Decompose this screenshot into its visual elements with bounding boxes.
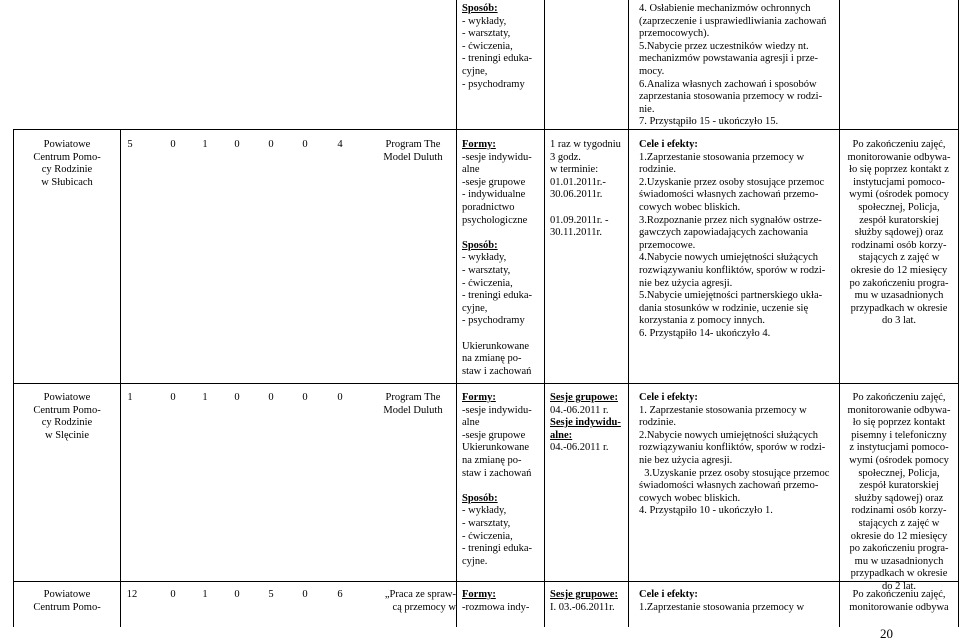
row1-forms	[462, 139, 532, 378]
monitoring-line: monitorowanie odbywa-	[847, 151, 951, 163]
institution-line: Centrum Pomo-	[33, 404, 101, 416]
goal-line: 1. Zaprzestanie stosowania przemocy w	[639, 404, 807, 416]
row3-schedule	[550, 589, 618, 614]
row1-monitoring	[840, 139, 958, 328]
forms-heading: Formy:	[462, 139, 496, 150]
schedule-line: 01.01.2011r.-	[550, 176, 606, 188]
schedule-line: 01.09.2011r. -	[550, 214, 609, 226]
goal-line: 6. Przystąpiło 14- ukończyło 4.	[639, 327, 771, 339]
schedule-line: 30.06.2011r.	[550, 189, 603, 201]
method-line: - ćwiczenia,	[462, 277, 513, 289]
institution-line: cy Rodzinie	[41, 417, 93, 429]
count-value: 1	[202, 392, 208, 403]
method-line: cyjne,	[462, 302, 488, 314]
method-heading: Sposób:	[462, 239, 498, 251]
monitoring-line: mu w uzasadnionych	[854, 290, 944, 302]
goal-line: świadomości własnych zachowań przemo-	[639, 189, 819, 201]
row-divider	[13, 581, 959, 582]
row3-monitoring	[840, 589, 958, 614]
goal-line: rozwiązywaniu konfliktów, sporów w rodzi-	[639, 442, 826, 454]
method-line: - treningi eduka-	[462, 543, 532, 555]
goal-line: mocy.	[639, 65, 665, 77]
column-divider	[544, 0, 545, 627]
schedule-heading: Sesje indywidu-	[550, 417, 621, 429]
row0-method	[462, 3, 532, 91]
goal-line: 4.Nabycie nowych umiejętności służących	[639, 252, 819, 264]
method-line: - ćwiczenia,	[462, 40, 513, 52]
goals-heading: Cele i efekty:	[639, 392, 698, 403]
institution-line: Powiatowe	[43, 139, 91, 150]
row2-program	[370, 392, 456, 417]
row3-goals	[639, 589, 804, 614]
count-value: 0	[170, 392, 176, 403]
monitoring-line: do 2 lat.	[881, 580, 917, 592]
forms-heading: Formy:	[462, 589, 496, 600]
schedule-line: 04.-06.2011 r.	[550, 404, 609, 416]
count-value: 5	[127, 139, 133, 150]
goal-line: cowych wobec bliskich.	[639, 492, 741, 504]
goal-line: nie bez użycia agresji.	[639, 454, 733, 466]
row-divider	[13, 129, 959, 130]
program-line: „Praca ze spraw-	[384, 589, 456, 600]
monitoring-line: po zakończeniu progra-	[849, 277, 949, 289]
method-line: - wykłady,	[462, 505, 507, 517]
goal-line: rodzinie.	[639, 164, 677, 176]
monitoring-line: ło się poprzez kontakt	[852, 417, 946, 429]
row2-goals	[639, 392, 829, 518]
goal-line: 4. Przystąpiło 10 - ukończyło 1.	[639, 505, 773, 517]
schedule-heading: Sesje grupowe:	[550, 589, 618, 600]
goal-line: przemocowe.	[639, 239, 696, 251]
count-value: 0	[170, 589, 176, 600]
institution-line: Centrum Pomo-	[33, 601, 101, 613]
goal-line: 7. Przystąpiło 15 - ukończyło 15.	[639, 116, 779, 128]
count-value: 0	[170, 139, 176, 150]
method-line: cyjne,	[462, 65, 488, 77]
schedule-heading: Sesje grupowe:	[550, 392, 618, 403]
monitoring-line: monitorowanie odbywa-	[847, 404, 951, 416]
forms-line: poradnictwo	[462, 201, 515, 213]
monitoring-line: rodzinami osób korzy-	[851, 239, 947, 251]
method-line: - wykłady,	[462, 15, 507, 27]
program-line: Model Duluth	[383, 151, 443, 163]
schedule-line: I. 03.-06.2011r.	[550, 601, 615, 613]
method-line: - ćwiczenia,	[462, 530, 513, 542]
program-line: Model Duluth	[383, 404, 443, 416]
monitoring-line: do 3 lat.	[881, 315, 917, 327]
monitoring-line: pisemny i telefoniczny	[851, 429, 947, 441]
forms-line: - indywidualne	[462, 189, 526, 201]
schedule-line: 3 godz.	[550, 151, 581, 163]
forms-line: -rozmowa indy-	[462, 601, 530, 613]
forms-line: na zmianę po-	[462, 454, 522, 466]
goals-heading: Cele i efekty:	[639, 139, 698, 150]
forms-line: psychologiczne	[462, 214, 528, 226]
method-line: - psychodramy	[462, 78, 525, 90]
method-heading: Sposób:	[462, 3, 498, 14]
monitoring-line: okresie do 12 miesięcy	[850, 264, 948, 276]
extra-line: na zmianę po-	[462, 353, 522, 365]
monitoring-line: okresie do 12 miesięcy	[850, 530, 948, 542]
page-number: 20	[880, 626, 893, 641]
monitoring-line: mu w uzasadnionych	[854, 555, 944, 567]
goal-line: korzystania z pomocy innych.	[639, 315, 765, 327]
forms-line: Ukierunkowane	[462, 442, 530, 454]
goal-line: 5.Nabycie umiejętności partnerskiego ukła-	[639, 290, 823, 302]
forms-heading: Formy:	[462, 392, 496, 403]
program-line: Program The	[385, 139, 441, 150]
institution-line: Centrum Pomo-	[33, 151, 101, 163]
goal-line: 1.Zaprzestanie stosowania przemocy w	[639, 601, 805, 613]
row1-schedule	[550, 139, 621, 240]
schedule-line: 30.11.2011r.	[550, 227, 603, 239]
monitoring-line: stających z zajęć w	[858, 517, 940, 529]
method-line: - psychodramy	[462, 315, 525, 327]
forms-line: -sesje grupowe	[462, 429, 526, 441]
row3-institution	[14, 589, 120, 614]
row0-goals	[639, 3, 826, 129]
row-divider	[13, 383, 959, 384]
extra-line: staw i zachowań	[462, 365, 532, 377]
count-value: 0	[337, 392, 343, 403]
forms-line: -sesje grupowe	[462, 176, 526, 188]
count-value: 6	[337, 589, 343, 600]
goal-line: mechanizmów powstawania agresji i prze-	[639, 53, 819, 65]
row2-institution	[14, 392, 120, 442]
count-value: 0	[234, 392, 240, 403]
program-line: cą przemocy w	[392, 601, 456, 613]
goal-line: (zaprzeczenie i usprawiedliwiania zachowań	[639, 15, 827, 27]
monitoring-line: stających z zajęć w	[858, 252, 940, 264]
goal-line: 3.Uzyskanie przez osoby stosujące przemoc	[639, 467, 830, 479]
method-line: - treningi eduka-	[462, 290, 532, 302]
count-value: 0	[302, 589, 308, 600]
count-value: 1	[127, 392, 133, 403]
monitoring-line: z instytucjami pomoco-	[849, 442, 949, 454]
goal-line: rodzinie.	[639, 417, 677, 429]
monitoring-line: po zakończeniu progra-	[849, 543, 949, 555]
count-value: 0	[268, 139, 274, 150]
monitoring-line: rodzinami osób korzy-	[851, 505, 947, 517]
method-line: - warsztaty,	[462, 264, 511, 276]
count-value: 0	[302, 392, 308, 403]
count-value: 1	[202, 139, 208, 150]
count-value: 0	[268, 392, 274, 403]
row2-forms	[462, 392, 532, 568]
monitoring-line: wymi (ośrodek pomocy	[849, 189, 949, 201]
monitoring-line: Po zakończeniu zajęć,	[852, 589, 946, 600]
monitoring-line: przypadkach w okresie	[850, 302, 948, 314]
row1-program	[370, 139, 456, 164]
method-line: - treningi eduka-	[462, 53, 532, 65]
institution-line: w Słubicach	[41, 176, 93, 188]
row3-forms	[462, 589, 529, 614]
monitoring-line: służby sądowej) oraz	[854, 492, 944, 504]
monitoring-line: Po zakończeniu zajęć,	[852, 392, 946, 403]
goal-line: cowych wobec bliskich.	[639, 201, 741, 213]
column-divider	[628, 0, 629, 627]
goal-line: rozwiązywaniu konfliktów, sporów w rodzi-	[639, 264, 826, 276]
count-value: 0	[302, 139, 308, 150]
monitoring-line: monitorowanie odbywa	[849, 601, 949, 613]
forms-line: staw i zachowań	[462, 467, 532, 479]
count-value: 1	[202, 589, 208, 600]
monitoring-line: wymi (ośrodek pomocy	[849, 454, 949, 466]
monitoring-line: społecznej, Policja,	[858, 467, 940, 479]
column-divider	[120, 129, 121, 627]
goal-line: 2.Nabycie nowych umiejętności służących	[639, 429, 819, 441]
goal-line: 6.Analiza własnych zachowań i sposobów	[639, 78, 817, 90]
monitoring-line: zespół kuratorskiej	[859, 214, 939, 226]
monitoring-line: instytucjami pomoco-	[853, 176, 945, 188]
count-value: 0	[234, 589, 240, 600]
method-line: - warsztaty,	[462, 517, 511, 529]
row2-monitoring	[840, 392, 958, 594]
monitoring-line: zespół kuratorskiej	[859, 480, 939, 492]
row3-program	[372, 589, 456, 614]
method-line: - warsztaty,	[462, 28, 511, 40]
schedule-line: 04.-06.2011 r.	[550, 442, 609, 454]
goal-line: nie bez użycia agresji.	[639, 277, 733, 289]
goal-line: gawczych zapowiadających zachowania	[639, 227, 809, 239]
schedule-line: w terminie:	[550, 164, 599, 176]
row1-goals	[639, 139, 825, 341]
schedule-heading: alne:	[550, 429, 573, 441]
monitoring-line: przypadkach w okresie	[850, 568, 948, 580]
count-value: 5	[268, 589, 274, 600]
monitoring-line: Po zakończeniu zajęć,	[852, 139, 946, 150]
forms-line: -sesje indywidu-	[462, 151, 532, 163]
goals-heading: Cele i efekty:	[639, 589, 698, 600]
row2-schedule	[550, 392, 621, 455]
goal-line: nie.	[639, 103, 655, 115]
goal-line: świadomości własnych zachowań przemo-	[639, 480, 819, 492]
table-border-right	[958, 0, 959, 627]
row1-institution	[14, 139, 120, 189]
forms-line: alne	[462, 164, 480, 176]
monitoring-line: służby sądowej) oraz	[854, 227, 944, 239]
forms-line: -sesje indywidu-	[462, 404, 532, 416]
count-value: 12	[126, 589, 138, 600]
goal-line: 4. Osłabienie mechanizmów ochronnych	[639, 3, 811, 14]
forms-line: alne	[462, 417, 480, 429]
goal-line: 2.Uzyskanie przez osoby stosujące przemoc	[639, 176, 825, 188]
count-value: 0	[234, 139, 240, 150]
count-value: 4	[337, 139, 343, 150]
monitoring-line: społecznej, Policja,	[858, 201, 940, 213]
goal-line: przemocowych).	[639, 28, 710, 40]
goal-line: dania stosunków w rodzinie, uczenie się	[639, 302, 809, 314]
monitoring-line: ło się poprzez kontakt z	[849, 164, 949, 176]
institution-line: w Slęcinie	[44, 429, 90, 441]
extra-line: Ukierunkowane	[462, 340, 530, 352]
institution-line: cy Rodzinie	[41, 164, 93, 176]
column-divider	[456, 0, 457, 627]
goal-line: 1.Zaprzestanie stosowania przemocy w	[639, 151, 805, 163]
method-line: cyjne.	[462, 555, 488, 567]
goal-line: 3.Rozpoznanie przez nich sygnałów ostrze-	[639, 214, 822, 226]
program-line: Program The	[385, 392, 441, 403]
goal-line: zaprzestania stosowania przemocy w rodzi-	[639, 91, 823, 103]
method-line: - wykłady,	[462, 252, 507, 264]
goal-line: 5.Nabycie przez uczestników wiedzy nt.	[639, 40, 809, 52]
schedule-line: 1 raz w tygodniu	[550, 139, 621, 150]
institution-line: Powiatowe	[43, 392, 91, 403]
institution-line: Powiatowe	[43, 589, 91, 600]
method-heading: Sposób:	[462, 492, 498, 504]
table-border-left	[13, 129, 14, 627]
